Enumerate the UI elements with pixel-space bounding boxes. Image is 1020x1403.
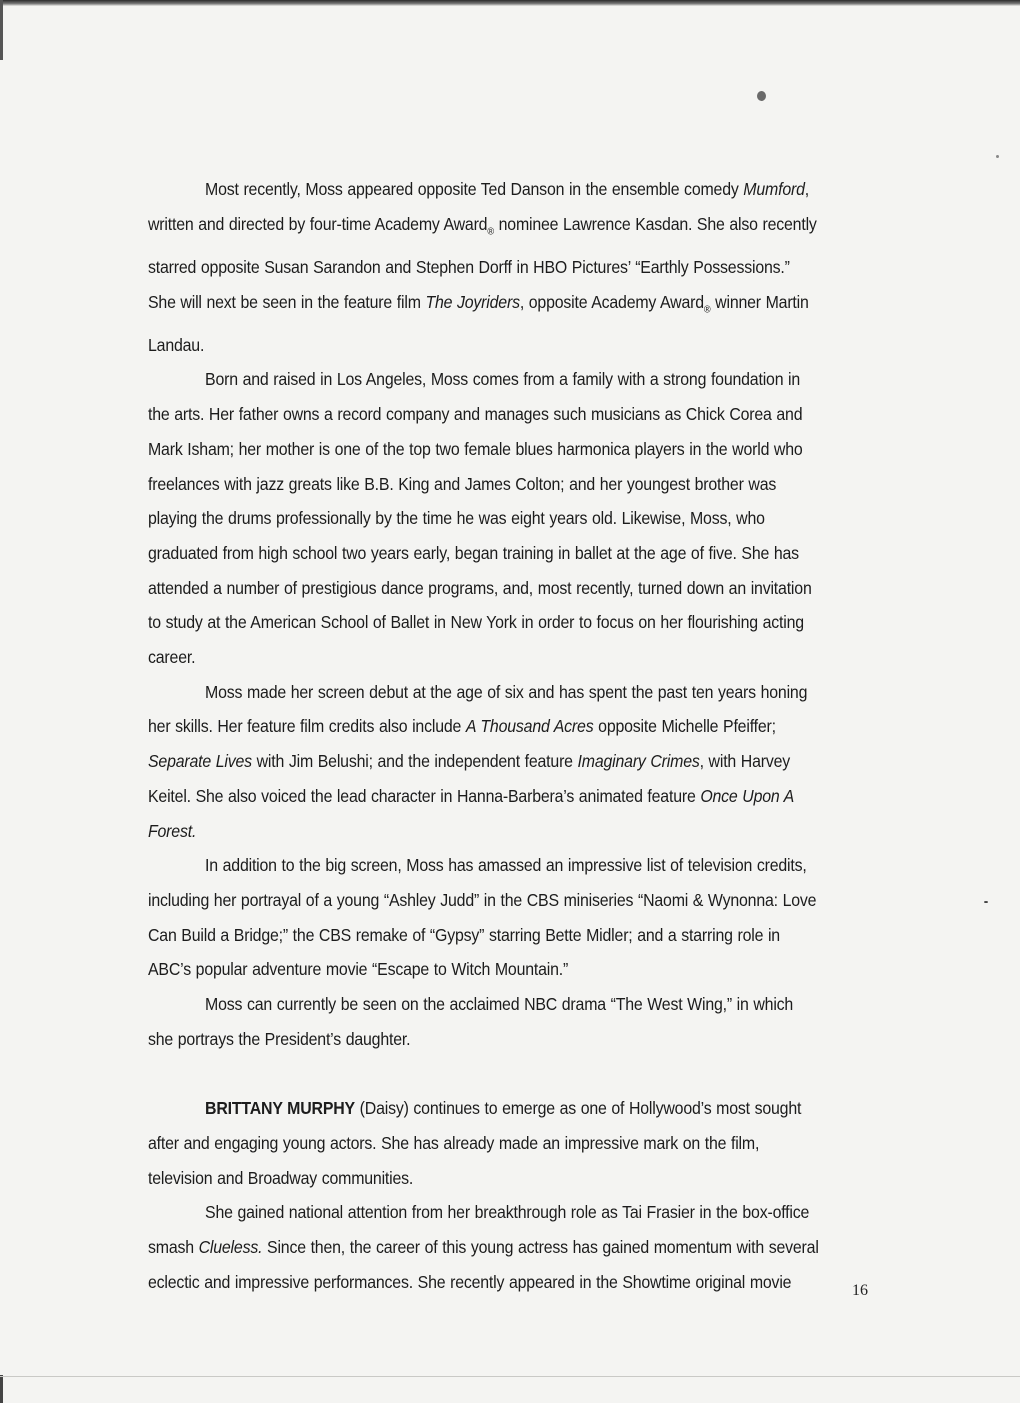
film-title: Once Upon A Forest. bbox=[148, 785, 794, 841]
scan-left-edge-bottom bbox=[0, 1375, 3, 1403]
scan-top-edge bbox=[0, 0, 1020, 6]
paragraph-murphy-career bbox=[148, 1195, 820, 1299]
text-run: Since then, the career of this young actress has gained momentum with several eclectic and impressive performances. She recently appeared in the Showtime original movie bbox=[148, 1236, 819, 1292]
scan-speck bbox=[984, 901, 988, 903]
text-run: winner Martin Landau. bbox=[148, 291, 809, 355]
paragraph-murphy-intro bbox=[148, 1091, 820, 1195]
paragraph-moss-television: In addition to the big screen, Moss has amassed an impressive list of television credits, including her portrayal of a young “Ashley Judd” in the CBS miniseries “Naomi & Wynonna: Love Can Build a Bridge;” the CBS remake of “Gypsy” starring Bette Midler; and a starring role in ABC’s popular adventure movie “Escape to Witch Mountain.” bbox=[148, 855, 817, 980]
registered-mark: ® bbox=[487, 226, 494, 238]
page-number: 16 bbox=[852, 1282, 868, 1299]
paragraph-moss-west-wing: Moss can currently be seen on the acclaimed NBC drama “The West Wing,” in which she portrays the President’s daughter. bbox=[148, 994, 794, 1049]
registered-mark: ® bbox=[703, 304, 711, 316]
text-run: opposite Michelle Pfeiffer; bbox=[593, 716, 776, 737]
text-run: with Jim Belushi; and the independent feature bbox=[251, 751, 578, 772]
scan-bottom-line bbox=[0, 1376, 1020, 1377]
film-title: Imaginary Crimes bbox=[577, 751, 700, 772]
text-run: Moss made her screen debut at the age of six and has spent the past ten years honing her skills. Her feature film credits also include bbox=[148, 681, 808, 737]
text-run: nominee Lawrence Kasdan. She also recently starred opposite Susan Sarandon and Stephen Dorff in HBO Pictures’ “Earthly Possessions.” She will next be seen in the feature film bbox=[148, 213, 817, 312]
text-run: , written and directed by four-time Academy Award bbox=[148, 179, 809, 234]
scan-speck bbox=[757, 91, 766, 101]
paragraph-moss-film-credits bbox=[148, 675, 820, 849]
film-title: A Thousand Acres bbox=[465, 716, 594, 737]
film-title: Mumford bbox=[743, 179, 805, 199]
document-body bbox=[148, 172, 820, 1299]
film-title: Separate Lives bbox=[148, 751, 252, 772]
film-title: The Joyriders bbox=[425, 291, 520, 312]
text-run: , with Harvey Keitel. She also voiced the lead character in Hanna-Barbera’s animated feature bbox=[148, 751, 791, 806]
text-run: She gained national attention from her breakthrough role as Tai Frasier in the box-office smash bbox=[148, 1202, 810, 1257]
text-run: Most recently, Moss appeared opposite Ted Danson in the ensemble comedy bbox=[205, 179, 744, 199]
actor-name: BRITTANY MURPHY bbox=[205, 1098, 355, 1119]
film-title: Clueless. bbox=[198, 1236, 263, 1257]
paragraph-moss-recent-work bbox=[148, 172, 820, 362]
scan-speck bbox=[996, 155, 999, 158]
text-run: , opposite Academy Award bbox=[519, 291, 704, 312]
scan-left-edge bbox=[0, 0, 3, 60]
text-run: (Daisy) continues to emerge as one of Hollywood’s most sought after and engaging young actors. She has already made an impressive mark on the film, television and Broadway communities. bbox=[148, 1098, 802, 1188]
paragraph-moss-family: Born and raised in Los Angeles, Moss comes from a family with a strong foundation in the arts. Her father owns a record company and manages such musicians as Chick Corea and Mark Isham; her mother is one of the top two female blues harmonica players in the world who freelances with jazz greats like B.B. King and James Colton; and her youngest brother was playing the drums professionally by the time he was eight years old. Likewise, Moss, who graduated from high school two years early, began training in ballet at the age of five. She has attended a number of prestigious dance programs, and, most recently, turned down an invitation to study at the American School of Ballet in New York in order to focus on her flourishing acting career. bbox=[148, 369, 812, 668]
